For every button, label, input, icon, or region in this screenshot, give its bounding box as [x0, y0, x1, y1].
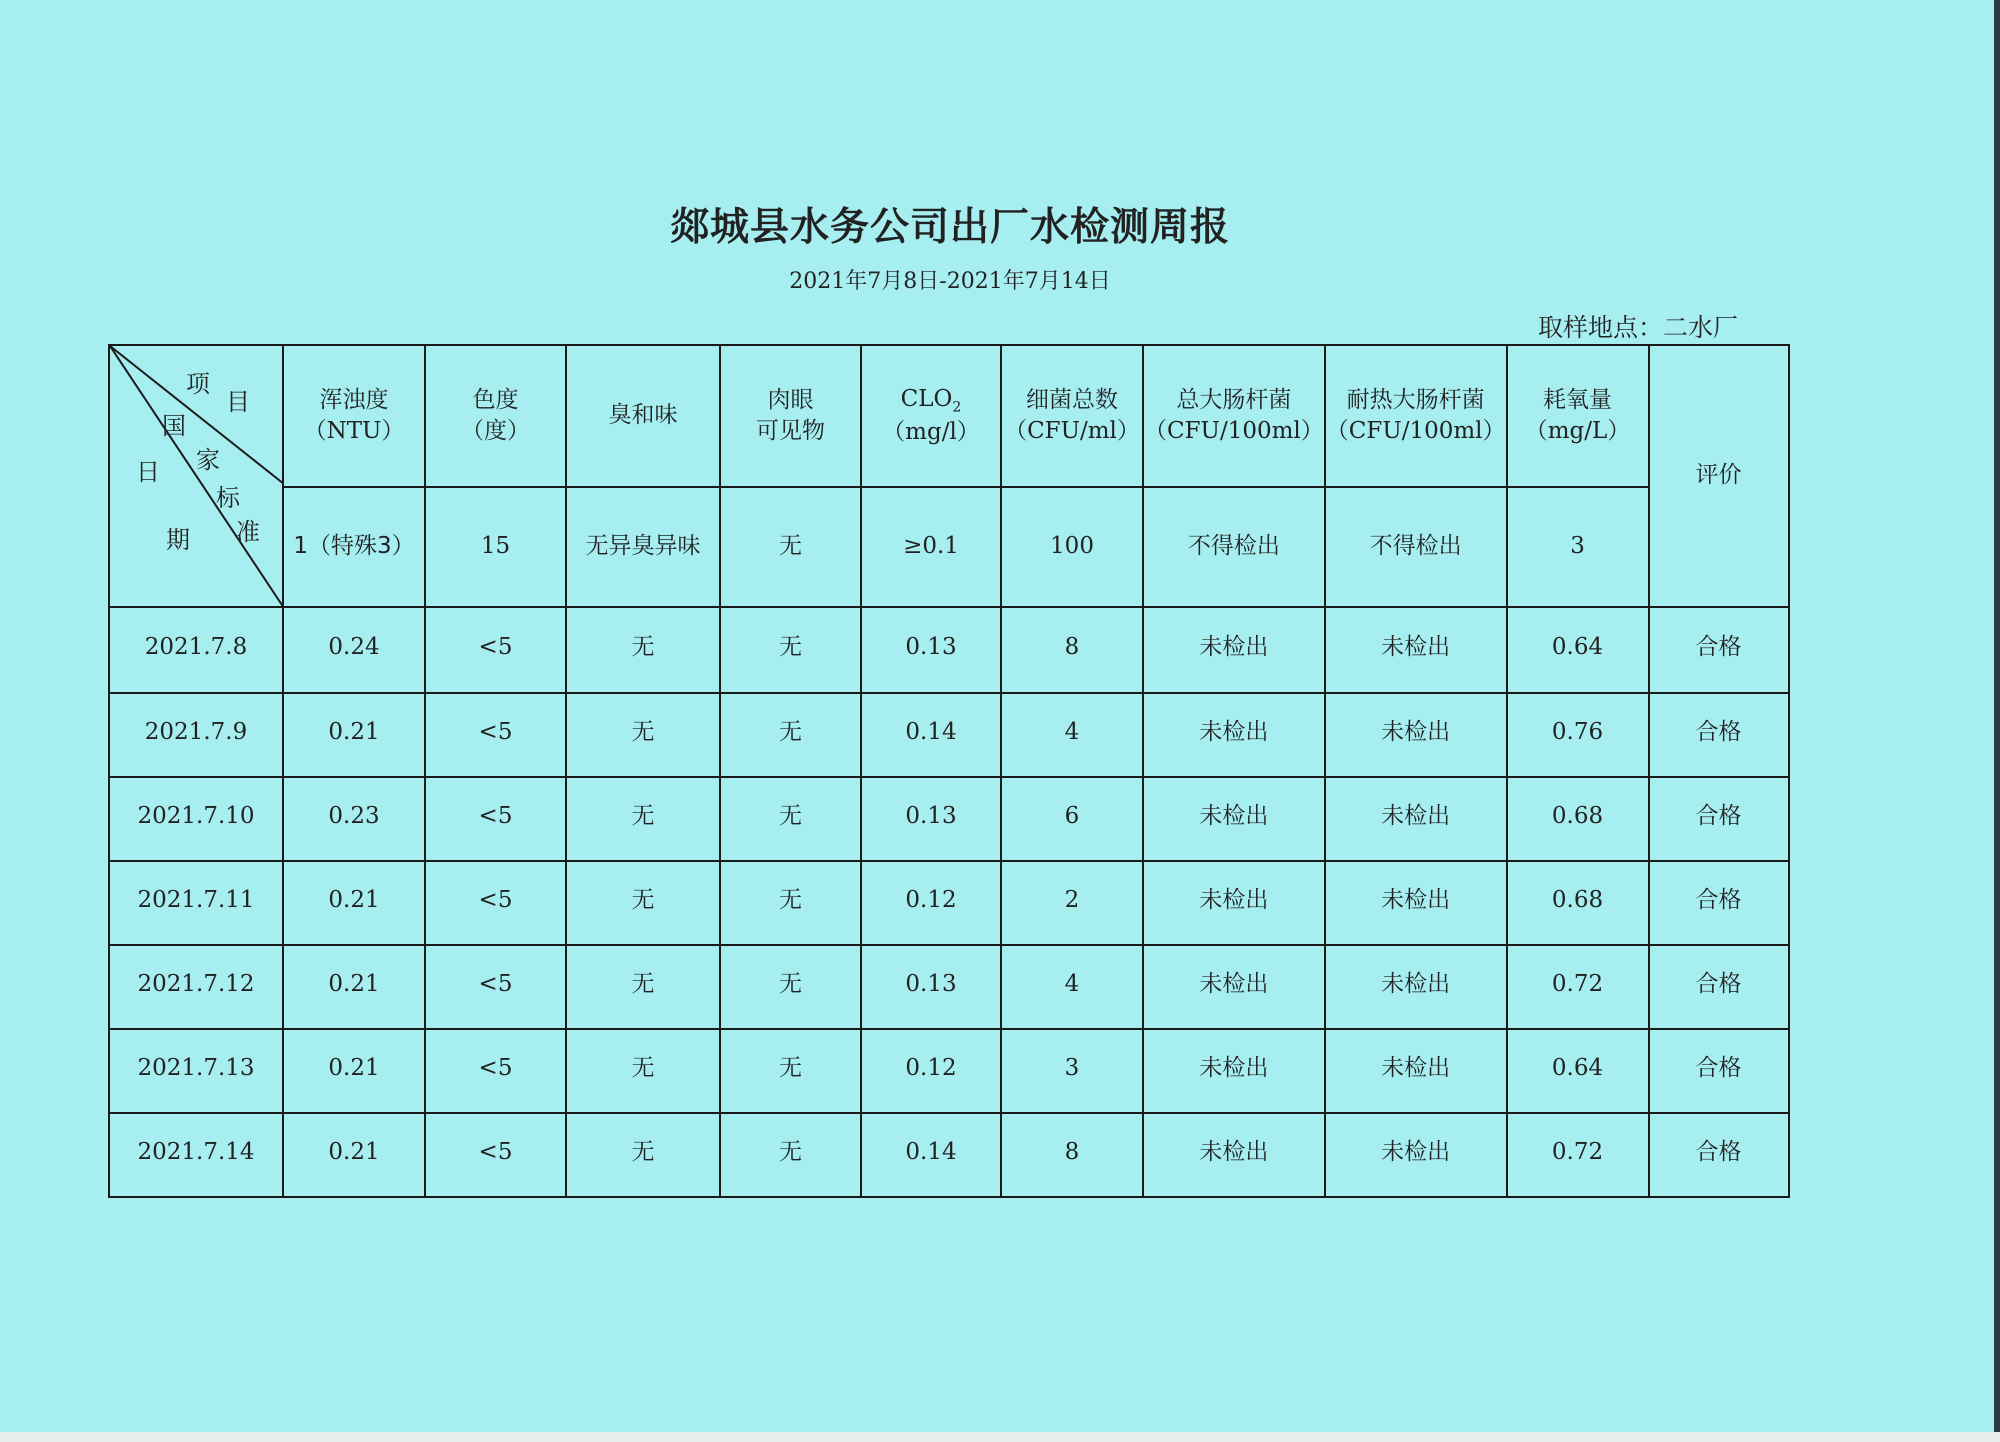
value-cell: 8: [1001, 1113, 1143, 1197]
value-cell: 无: [720, 1113, 861, 1197]
col-unit: （CFU/ml）: [1004, 418, 1140, 444]
value-cell: 0.72: [1507, 1113, 1649, 1197]
table-row: [109, 693, 1789, 777]
corner-word: 日: [136, 458, 160, 486]
value-cell: 0.64: [1507, 607, 1649, 693]
table-row: [109, 945, 1789, 1029]
col-unit: （CFU/100ml）: [1144, 418, 1324, 444]
value-cell: <5: [425, 1029, 566, 1113]
paper-edge-bottom: [0, 1432, 2000, 1442]
date-cell: 2021.7.11: [109, 861, 283, 945]
page-title: 郯城县水务公司出厂水检测周报: [669, 205, 1230, 250]
value-cell: 无: [720, 777, 861, 861]
value-cell: 未检出: [1143, 607, 1325, 693]
date-cell: 2021.7.9: [109, 693, 283, 777]
col-name: 耗氧量: [1543, 386, 1613, 413]
col-header-clo2: [861, 345, 1001, 487]
value-cell: <5: [425, 945, 566, 1029]
col-name: 细菌总数: [1026, 386, 1118, 413]
value-cell: 无: [566, 1113, 720, 1197]
col-name-subscript: 2: [952, 399, 962, 416]
value-cell: <5: [425, 861, 566, 945]
value-cell: 0.13: [861, 945, 1001, 1029]
evaluation-cell: 合格: [1649, 777, 1789, 861]
col-name: 色度: [472, 386, 519, 413]
evaluation-cell: 合格: [1649, 861, 1789, 945]
standard-value: 3: [1507, 487, 1649, 607]
evaluation-cell: 合格: [1649, 607, 1789, 693]
value-cell: 0.21: [283, 861, 425, 945]
corner-word: 项: [186, 370, 210, 398]
sampling-location: [1538, 308, 1738, 344]
col-name: 耐热大肠杆菌: [1346, 386, 1485, 413]
date-cell: 2021.7.13: [109, 1029, 283, 1113]
table-row: [109, 861, 1789, 945]
value-cell: 0.68: [1507, 861, 1649, 945]
col-header-odor: [566, 345, 720, 487]
corner-word: 标: [216, 484, 240, 512]
value-cell: 无: [566, 607, 720, 693]
value-cell: 4: [1001, 945, 1143, 1029]
value-cell: 无: [566, 945, 720, 1029]
standard-value: 不得检出: [1325, 487, 1507, 607]
value-cell: 0.21: [283, 1029, 425, 1113]
value-cell: 无: [566, 777, 720, 861]
col-name: 肉眼: [767, 386, 814, 413]
value-cell: 0.21: [283, 945, 425, 1029]
col-header-thermo-coliform: [1325, 345, 1507, 487]
corner-word: 目: [226, 388, 250, 416]
value-cell: <5: [425, 607, 566, 693]
col-header-bacteria: [1001, 345, 1143, 487]
col-unit: （CFU/100ml）: [1325, 418, 1506, 444]
value-cell: 未检出: [1325, 1113, 1507, 1197]
corner-word: 期: [166, 526, 190, 554]
value-cell: 0.72: [1507, 945, 1649, 1029]
value-cell: 0.14: [861, 693, 1001, 777]
value-cell: 无: [720, 607, 861, 693]
value-cell: <5: [425, 777, 566, 861]
date-cell: 2021.7.10: [109, 777, 283, 861]
value-cell: 0.76: [1507, 693, 1649, 777]
value-cell: 6: [1001, 777, 1143, 861]
value-cell: 无: [566, 861, 720, 945]
value-cell: 无: [720, 1029, 861, 1113]
corner-word: 家: [196, 446, 220, 474]
value-cell: 0.13: [861, 777, 1001, 861]
value-cell: 未检出: [1325, 861, 1507, 945]
standard-value: 1（特殊3）: [283, 487, 425, 607]
standard-value: 15: [425, 487, 566, 607]
standard-value: 不得检出: [1143, 487, 1325, 607]
col-header-color: [425, 345, 566, 487]
value-cell: 4: [1001, 693, 1143, 777]
value-cell: 无: [720, 861, 861, 945]
standard-row: [109, 487, 1789, 607]
value-cell: 未检出: [1325, 607, 1507, 693]
value-cell: 未检出: [1143, 1029, 1325, 1113]
table-row: [109, 1029, 1789, 1113]
value-cell: 未检出: [1325, 945, 1507, 1029]
value-cell: 未检出: [1143, 777, 1325, 861]
standard-value: 100: [1001, 487, 1143, 607]
evaluation-cell: 合格: [1649, 1029, 1789, 1113]
value-cell: <5: [425, 1113, 566, 1197]
corner-word: 国: [162, 412, 186, 440]
value-cell: 0.14: [861, 1113, 1001, 1197]
date-cell: 2021.7.14: [109, 1113, 283, 1197]
standard-value: ≥0.1: [861, 487, 1001, 607]
value-cell: 未检出: [1143, 945, 1325, 1029]
col-unit: （NTU）: [303, 418, 405, 444]
value-cell: <5: [425, 693, 566, 777]
header-corner-cell: [109, 345, 283, 607]
col-header-coliform: [1143, 345, 1325, 487]
location-label: 取样地点：: [1538, 313, 1664, 342]
value-cell: 0.13: [861, 607, 1001, 693]
col-unit: （mg/L）: [1524, 418, 1631, 444]
value-cell: 未检出: [1143, 693, 1325, 777]
value-cell: 0.24: [283, 607, 425, 693]
value-cell: 未检出: [1325, 693, 1507, 777]
value-cell: 无: [566, 693, 720, 777]
value-cell: 未检出: [1143, 861, 1325, 945]
value-cell: 0.12: [861, 861, 1001, 945]
table-row: [109, 1113, 1789, 1197]
evaluation-cell: 合格: [1649, 945, 1789, 1029]
value-cell: 2: [1001, 861, 1143, 945]
standard-value: 无: [720, 487, 861, 607]
col-name: 浑浊度: [319, 386, 389, 413]
col-header-oxygen-demand: [1507, 345, 1649, 487]
col-header-visible-matter: [720, 345, 861, 487]
corner-word: 准: [236, 518, 260, 546]
evaluation-cell: 合格: [1649, 1113, 1789, 1197]
table-row: [109, 607, 1789, 693]
value-cell: 0.21: [283, 693, 425, 777]
col-unit: （度）: [461, 418, 530, 444]
col-name: $CLO_2$: [900, 385, 962, 416]
evaluation-cell: 合格: [1649, 693, 1789, 777]
value-cell: 未检出: [1143, 1113, 1325, 1197]
col-name: 臭和味: [608, 402, 678, 429]
value-cell: 8: [1001, 607, 1143, 693]
date-cell: 2021.7.12: [109, 945, 283, 1029]
table-row: [109, 777, 1789, 861]
standard-value: 无异臭异味: [566, 487, 720, 607]
value-cell: 无: [720, 945, 861, 1029]
location-value: 二水厂: [1663, 313, 1739, 342]
value-cell: 未检出: [1325, 1029, 1507, 1113]
date-cell: 2021.7.8: [109, 607, 283, 693]
value-cell: 未检出: [1325, 777, 1507, 861]
value-cell: 0.12: [861, 1029, 1001, 1113]
value-cell: 无: [566, 1029, 720, 1113]
data-rows: [109, 607, 1789, 1197]
col-unit: （mg/l）: [882, 419, 980, 446]
value-cell: 0.23: [283, 777, 425, 861]
col-header-evaluation: 评价: [1649, 345, 1789, 607]
col-name: 总大肠杆菌: [1176, 386, 1292, 413]
value-cell: 3: [1001, 1029, 1143, 1113]
report-table: [108, 344, 1790, 1198]
value-cell: 无: [720, 693, 861, 777]
value-cell: 0.21: [283, 1113, 425, 1197]
col-unit: 可见物: [756, 418, 825, 444]
date-range: 2021年7月8日-2021年7月14日: [789, 269, 1111, 294]
value-cell: 0.64: [1507, 1029, 1649, 1113]
paper-edge: [1994, 0, 2000, 1442]
col-header-turbidity: [283, 345, 425, 487]
value-cell: 0.68: [1507, 777, 1649, 861]
